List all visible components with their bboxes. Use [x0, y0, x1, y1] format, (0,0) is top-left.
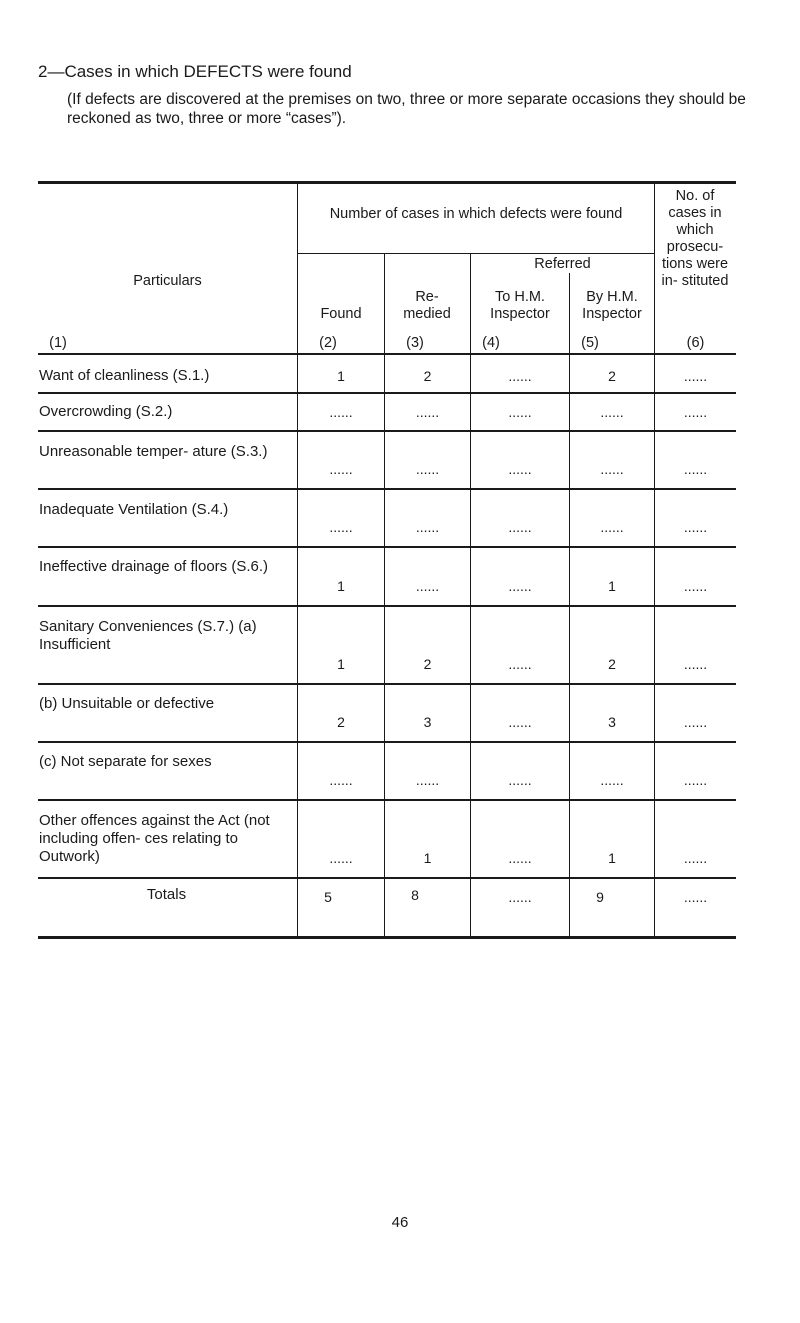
row-label-drainage: Ineffective drainage of floors (S.6.) — [39, 558, 269, 575]
table-cell: ...... — [508, 772, 532, 788]
table-cell: ...... — [683, 368, 708, 384]
row-rule — [38, 392, 736, 394]
page-number: 46 — [391, 1214, 409, 1231]
table-cell: ...... — [683, 461, 708, 477]
table-cell: 1 — [337, 368, 345, 384]
row-rule — [38, 799, 736, 801]
table-cell: ...... — [508, 714, 532, 730]
column-rule — [384, 254, 385, 936]
row-label-ventilation: Inadequate Ventilation (S.4.) — [39, 501, 229, 518]
row-label-cleanliness: Want of cleanliness (S.1.) — [39, 367, 210, 384]
table-cell: ...... — [415, 578, 440, 594]
table-cell: ...... — [683, 404, 708, 420]
table-cell: ...... — [683, 772, 708, 788]
table-cell: 2 — [608, 368, 616, 384]
found-header: Found — [320, 306, 362, 322]
subheader-rule — [298, 253, 654, 254]
remedied-header: Re- medied — [403, 289, 451, 322]
totals-rule — [38, 877, 736, 879]
row-label-sanitary-insufficient: Sanitary Conveniences (S.7.) (a) Insufficient — [39, 618, 257, 653]
table-cell: ...... — [600, 404, 624, 420]
row-rule — [38, 683, 736, 685]
totals-cell: 5 — [324, 889, 332, 905]
table-cell: 2 — [337, 714, 345, 730]
column-rule — [297, 184, 298, 936]
row-label-not-separate: (c) Not separate for sexes — [39, 753, 212, 770]
table-cell: 1 — [423, 850, 432, 866]
column-rule — [470, 254, 471, 936]
row-rule — [38, 741, 736, 743]
table-cell: ...... — [329, 404, 353, 420]
table-cell: ...... — [415, 519, 440, 535]
totals-cell: ...... — [683, 889, 708, 905]
column-rule — [654, 184, 655, 936]
table-cell: ...... — [508, 461, 532, 477]
table-top-rule — [38, 181, 736, 184]
totals-label: Totals — [146, 886, 187, 903]
to-hm-inspector-column-number: (4) — [482, 335, 500, 351]
remedied-column-number: (3) — [406, 335, 424, 351]
prosecutions-column-number: (6) — [686, 335, 705, 351]
intro-note: (If defects are discovered at the premises on two, three or more separate occasions they should be reckoned as two, three or more “cases”). — [67, 91, 746, 127]
table-cell: 2 — [423, 656, 432, 672]
table-cell: 2 — [608, 656, 616, 672]
table-cell: ...... — [415, 404, 440, 420]
found-column-number: (2) — [319, 335, 337, 351]
table-bottom-rule — [38, 936, 736, 939]
table-cell: ...... — [329, 519, 353, 535]
by-hm-inspector-column-number: (5) — [581, 335, 599, 351]
table-cell: ...... — [508, 656, 532, 672]
table-cell: ...... — [600, 461, 624, 477]
table-cell: 1 — [608, 850, 616, 866]
table-cell: ...... — [415, 772, 440, 788]
particulars-column-number: (1) — [49, 335, 67, 351]
cases-found-group-header: Number of cases in which defects were found — [329, 206, 623, 222]
table-cell: ...... — [683, 656, 708, 672]
row-rule — [38, 546, 736, 548]
row-rule — [38, 430, 736, 432]
table-cell: 3 — [423, 714, 432, 730]
table-cell: 3 — [608, 714, 616, 730]
table-cell: ...... — [683, 850, 708, 866]
table-cell: ...... — [600, 772, 624, 788]
table-cell: ...... — [508, 850, 532, 866]
totals-cell: 9 — [596, 889, 604, 905]
particulars-header: Particulars — [133, 273, 202, 289]
table-cell: 1 — [337, 656, 345, 672]
row-rule — [38, 488, 736, 490]
table-cell: ...... — [329, 461, 353, 477]
table-cell: ...... — [508, 368, 532, 384]
table-cell: ...... — [508, 404, 532, 420]
row-label-overcrowding: Overcrowding (S.2.) — [39, 403, 173, 420]
table-cell: ...... — [683, 578, 708, 594]
prosecutions-header: No. of cases in which prosecu- tions were in- stituted — [661, 188, 729, 289]
row-label-sanitary-unsuitable: (b) Unsuitable or defective — [39, 695, 215, 712]
totals-cell: ...... — [508, 889, 532, 905]
table-cell: 2 — [423, 368, 432, 384]
table-cell: ...... — [508, 519, 532, 535]
table-cell: ...... — [600, 519, 624, 535]
table-cell: ...... — [329, 772, 353, 788]
table-cell: ...... — [415, 461, 440, 477]
totals-cell: 8 — [411, 887, 419, 903]
row-label-temperature: Unreasonable temper- ature (S.3.) — [39, 443, 268, 460]
to-hm-inspector-header: To H.M. Inspector — [490, 289, 550, 322]
table-cell: ...... — [329, 850, 353, 866]
table-cell: ...... — [683, 519, 708, 535]
row-rule — [38, 605, 736, 607]
table-cell: 1 — [337, 578, 345, 594]
table-cell: ...... — [683, 714, 708, 730]
by-hm-inspector-header: By H.M. Inspector — [582, 289, 642, 322]
header-bottom-rule — [38, 353, 736, 355]
section-heading: 2—Cases in which DEFECTS were found — [38, 62, 352, 81]
table-cell: ...... — [508, 578, 532, 594]
referred-header: Referred — [534, 256, 591, 272]
table-cell: 1 — [608, 578, 616, 594]
row-label-other-offences: Other offences against the Act (not including offen- ces relating to Outwork) — [39, 812, 270, 865]
